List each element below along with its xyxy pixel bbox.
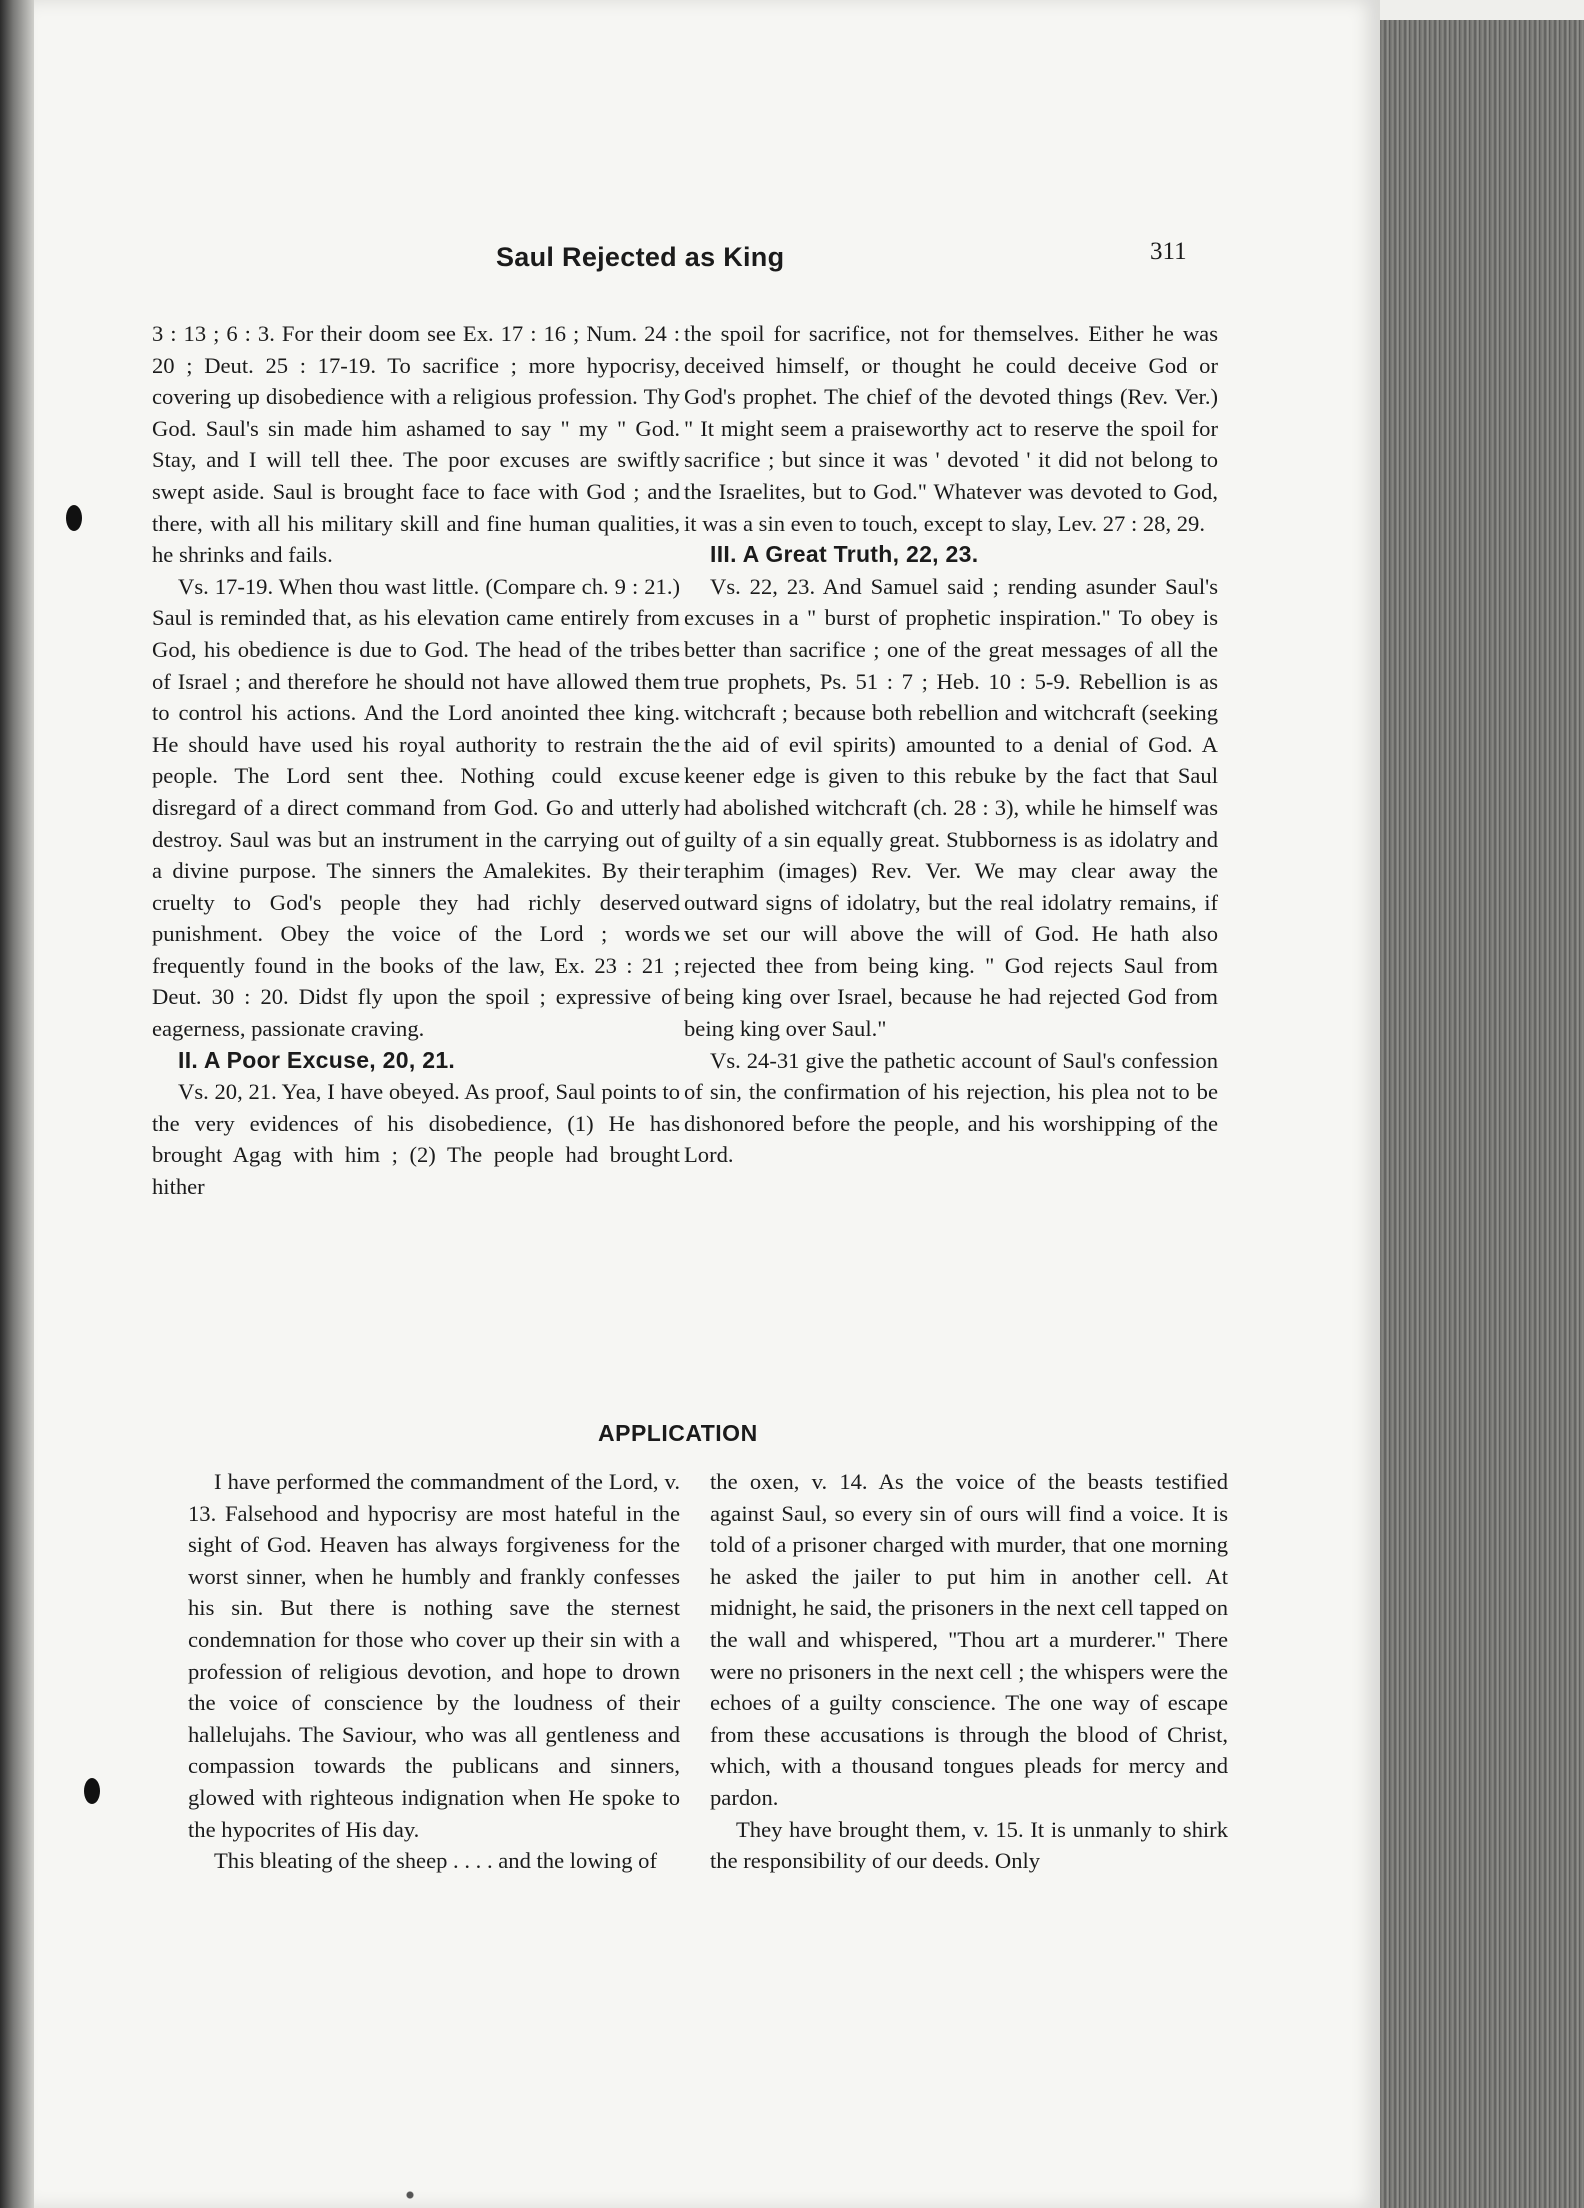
application-paragraph: This bleating of the sheep . . . . and the lowing of: [214, 1848, 657, 1874]
page-speck: [395, 2188, 425, 2202]
application-paragraph: They have brought them, v. 15. It is unmanly to shirk the responsibility of our deeds. Only: [710, 1816, 1228, 1874]
commentary-paragraph: Vs. 22, 23. And Samuel said ; rending asunder Saul's excuses in a " burst of prophetic inspiration." To obey is better than sacrifice ; one of the great messages of all the true prophets, Ps. 51 : 7 ; Heb. 10 : 5-9. Rebellion is as witchcraft ; because both rebellion and witchcraft (seeking the aid of evil spirits) amounted to a denial of God. A keener edge is given to this rebuke by the fact that Saul had abolished witchcraft (ch. 28 : 3), while he himself was guilty of a sin equally great. Stubborness is as idolatry and teraphim (images) Rev. Ver. We may clear away the outward signs of idolatry, but the real idolatry remains, if we set our will above the will of God. He hath also rejected thee from being king. " God rejects Saul from being king over Israel, because he had rejected God from being king over Saul.": [684, 573, 1218, 1042]
book-spine-edge: [0, 0, 34, 2208]
page-stack-edge: [1380, 20, 1584, 2208]
commentary-paragraph: the spoil for sacrifice, not for themselves. Either he was deceived himself, or thought he could deceive God or God's prophet. The chief of the devoted things (Rev. Ver.) " It might seem a praiseworthy act to reserve the spoil for sacrifice ; but since it was ' devoted ' it did not belong to the Israelites, but to God." Whatever was devoted to God, it was a sin even to touch, except to slay, Lev. 27 : 28, 29.: [684, 321, 1218, 536]
commentary-left-column: [152, 318, 680, 1203]
application-left-column: [188, 1466, 680, 1877]
commentary-paragraph: Vs. 24-31 give the pathetic account of Saul's confession of sin, the confirmation of his rejection, his plea not to be dishonored before the people, and his worshipping of the Lord.: [684, 1047, 1218, 1168]
section-heading: III. A Great Truth, 22, 23.: [710, 541, 979, 568]
application-paragraph: I have performed the commandment of the Lord, v. 13. Falsehood and hypocrisy are most hateful in the sight of God. Heaven has always forgiveness for the worst sinner, when he humbly and frankly confesses his sin. But there is nothing save the sternest condemnation for those who cover up their sin with a profession of religious devotion, and hope to drown the voice of conscience by the loudness of their hallelujahs. The Saviour, who was all gentleness and compassion towards the publicans and sinners, glowed with righteous indignation when He spoke to the hypocrites of His day.: [188, 1469, 680, 1842]
punch-hole-mark: [66, 505, 82, 531]
running-title: Saul Rejected as King: [496, 242, 785, 272]
section-heading: II. A Poor Excuse, 20, 21.: [178, 1046, 456, 1073]
commentary-paragraph: 3 : 13 ; 6 : 3. For their doom see Ex. 17 : 16 ; Num. 24 : 20 ; Deut. 25 : 17-19. To sacrifice ; more hypocrisy, covering up disobedience with a religious profession. Thy God. Saul's sin made him ashamed to say " my " God. Stay, and I will tell thee. The poor excuses are swiftly swept aside. Saul is brought face to face with God ; and there, with all his military skill and fine human qualities, he shrinks and fails.: [152, 321, 680, 568]
application-paragraph: the oxen, v. 14. As the voice of the beasts testified against Saul, so every sin of ours will find a voice. It is told of a prisoner charged with murder, that one morning he asked the jailer to put him in another cell. At midnight, he said, the prisoners in the next cell tapped on the wall and whispered, "Thou art a murderer." There were no prisoners in the next cell ; the whispers were the echoes of a guilty conscience. The one way of escape from these accusations is through the blood of Christ, which, with a thousand tongues pleads for mercy and pardon.: [710, 1469, 1228, 1810]
commentary-right-column: [684, 318, 1218, 1171]
punch-hole-mark: [84, 1778, 100, 1804]
commentary-paragraph: Vs. 17-19. When thou wast little. (Compare ch. 9 : 21.) Saul is reminded that, as his elevation came entirely from God, his obedience is due to God. The head of the tribes of Israel ; and therefore he should not have allowed them to control his actions. And the Lord anointed thee king. He should have used his royal authority to restrain the people. The Lord sent thee. Nothing could excuse disregard of a direct command from God. Go and utterly destroy. Saul was but an instrument in the carrying out of a divine purpose. The sinners the Amalekites. By their cruelty to God's people they had richly deserved punishment. Obey the voice of the Lord ; words frequently found in the books of the law, Ex. 23 : 21 ; Deut. 30 : 20. Didst fly upon the spoil ; expressive of eagerness, passionate craving.: [152, 573, 680, 1042]
commentary-paragraph: Vs. 20, 21. Yea, I have obeyed. As proof, Saul points to the very evidences of his disobedience, (1) He has brought Agag with him ; (2) The people had brought hither: [152, 1079, 680, 1200]
page-number: 311: [1150, 238, 1187, 265]
application-heading: APPLICATION: [598, 1420, 758, 1446]
application-right-column: [710, 1466, 1228, 1877]
